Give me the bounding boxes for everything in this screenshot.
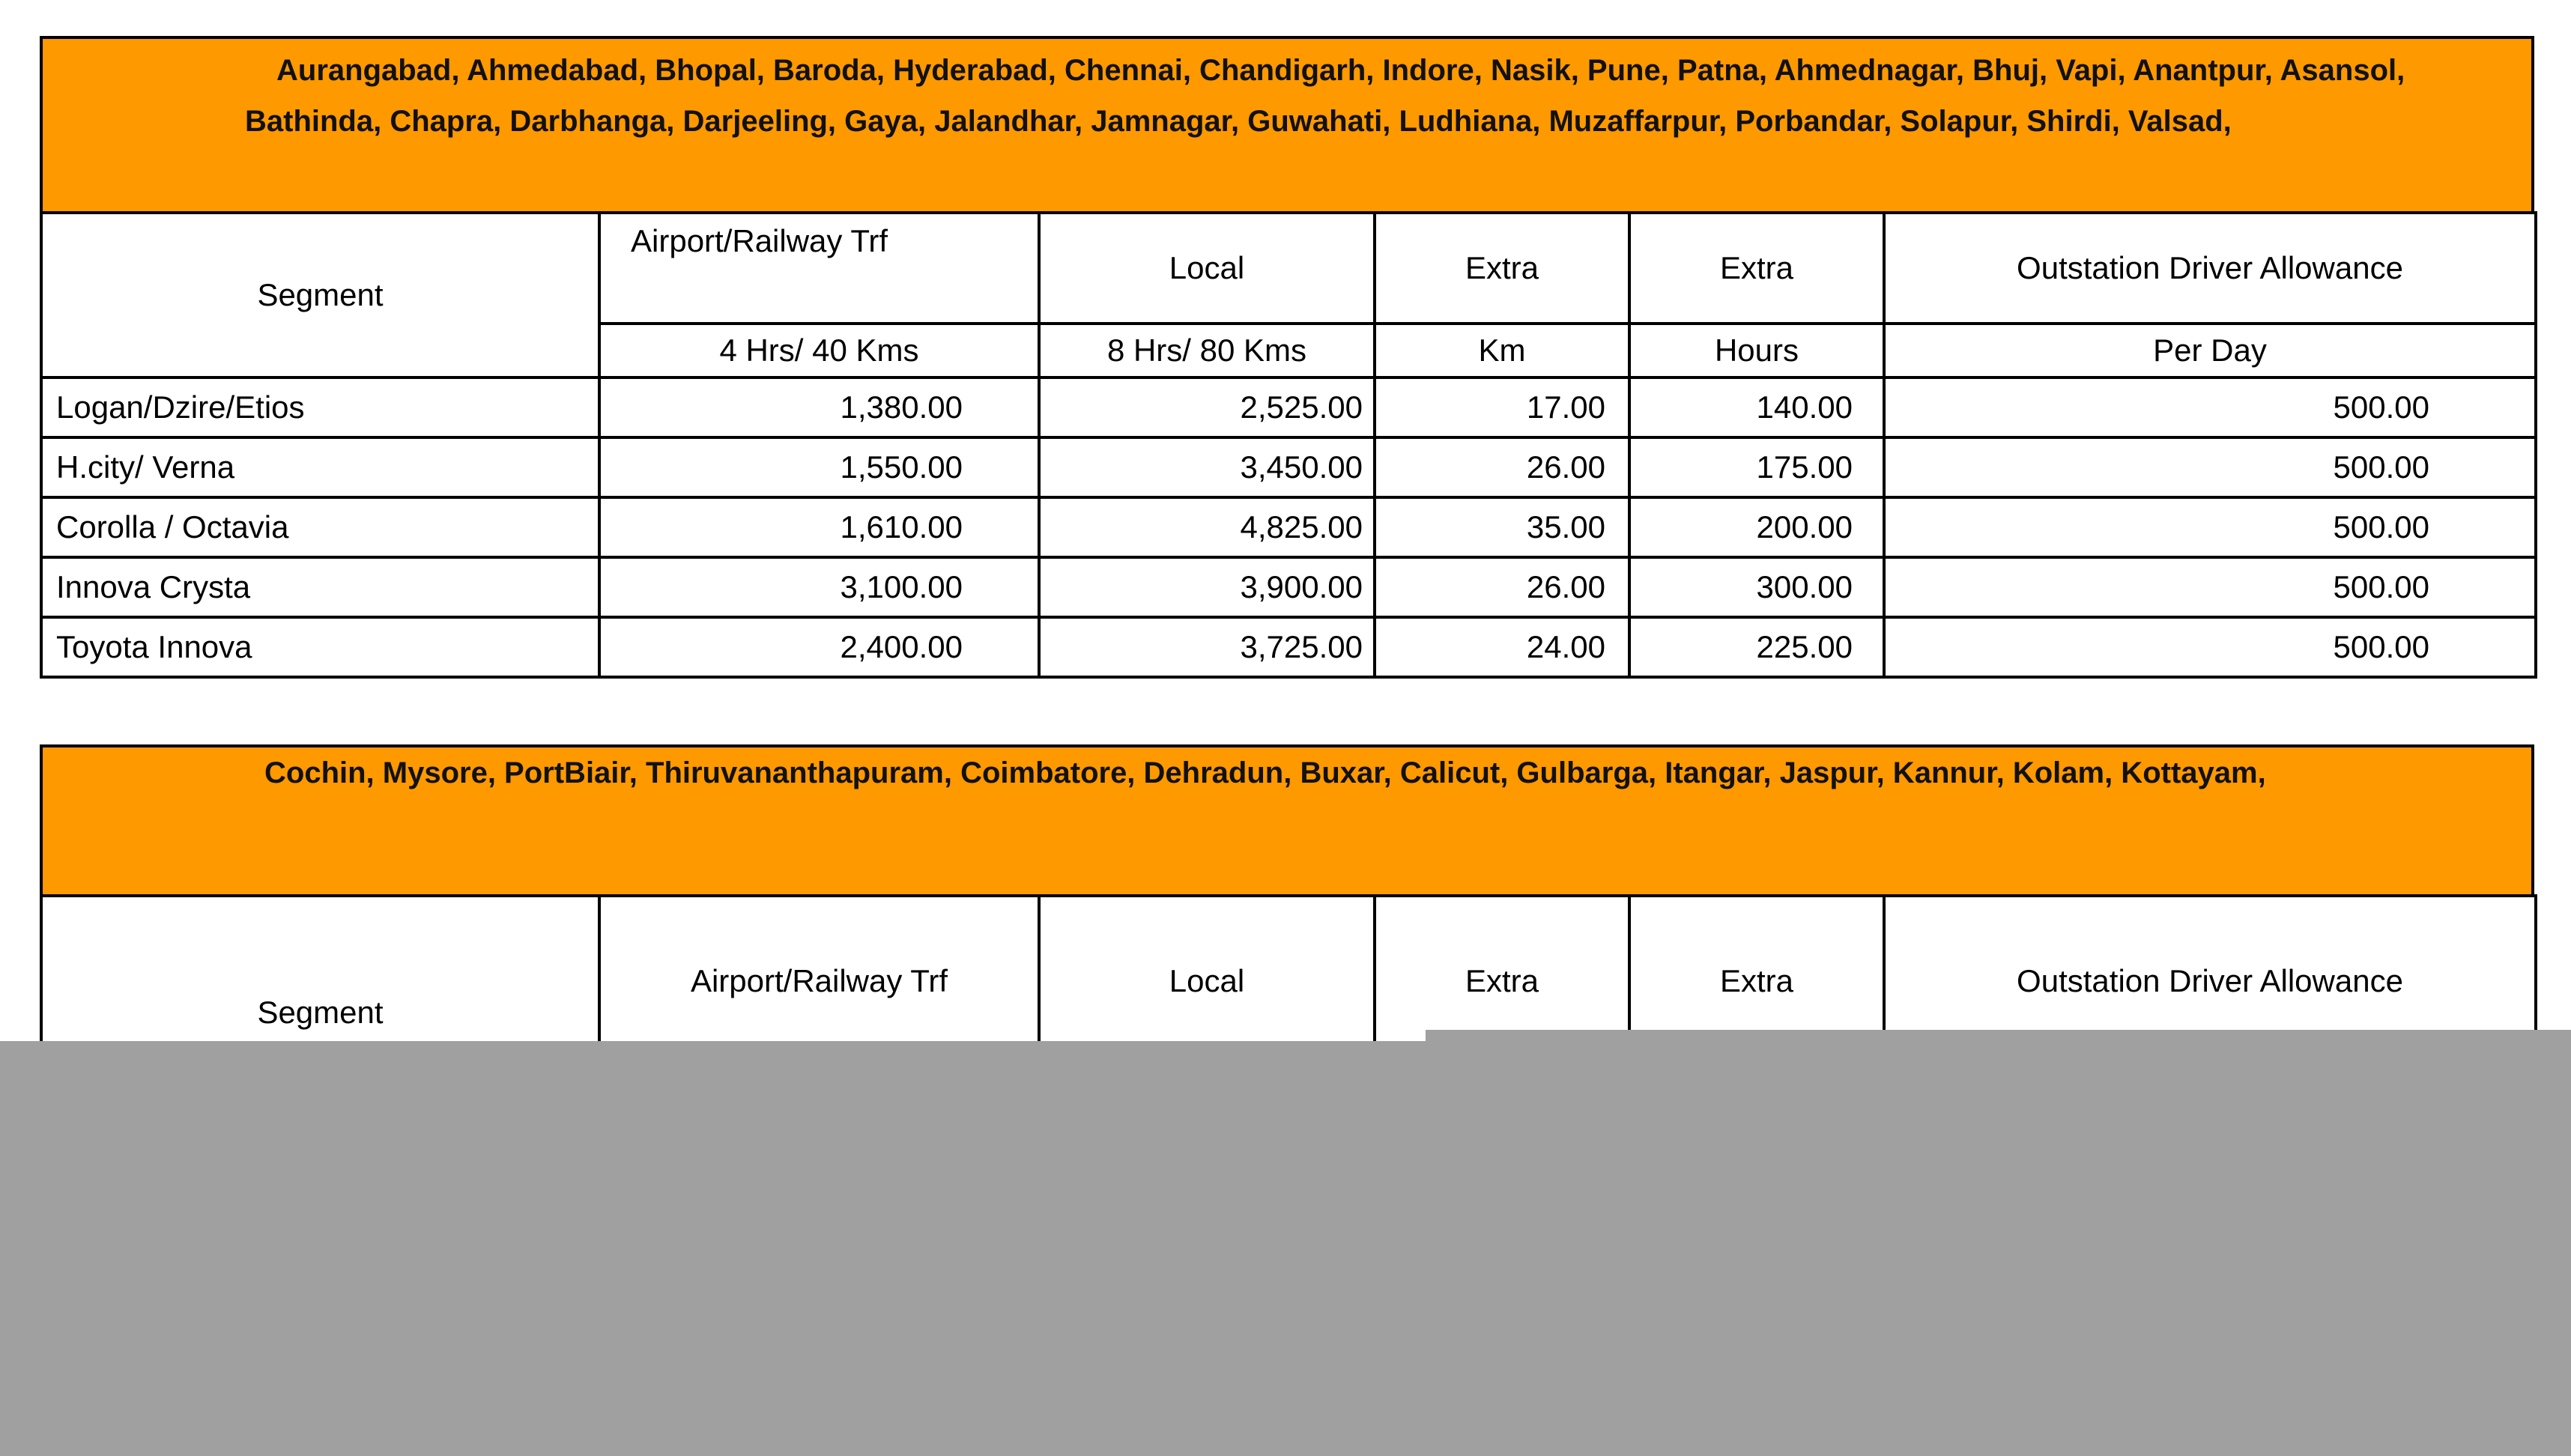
table-row (41, 377, 2536, 437)
cell-airport: 3,100.00 (599, 557, 1039, 617)
subheader-airport: 4 Hrs/ 40 Kms (599, 324, 1039, 377)
cell-local: 2,525.00 (1039, 377, 1375, 437)
city-list-banner-1 (40, 36, 2534, 214)
cell-airport: 1,380.00 (599, 377, 1039, 437)
cell-km: 24.00 (1375, 617, 1629, 677)
subheader-extra-hours: Hours (1629, 324, 1884, 377)
header-extra-km: Extra (1375, 896, 1629, 1091)
cell-allowance: 500.00 (1884, 437, 2536, 497)
cell-segment: Logan/Dzire/Etios (41, 377, 599, 437)
header-extra-hours: Extra (1629, 896, 1884, 1091)
cell-allowance: 500.00 (1884, 617, 2536, 677)
cell-segment: Corolla / Octavia (41, 497, 599, 557)
header-extra-km: Extra (1375, 213, 1629, 324)
header-airport: Airport/Railway Trf (599, 896, 1039, 1091)
city-list-line-2: Bathinda, Chapra, Darbhanga, Darjeeling, Gaya, Jalandhar, Jamnagar, Guwahati, Ludhiana, Muzaffarpur, Porbandar, Solapur, Shirdi, Valsad, (245, 105, 2232, 138)
cell-local: 3,725.00 (1039, 617, 1375, 677)
cell-km: 35.00 (1375, 497, 1629, 557)
city-list-banner-2 (40, 744, 2534, 897)
cell-local: 4,825.00 (1039, 497, 1375, 557)
cell-km: 26.00 (1375, 557, 1629, 617)
cell-hours: 175.00 (1629, 437, 1884, 497)
header-outstation: Outstation Driver Allowance (1884, 896, 2536, 1091)
table-row (41, 557, 2536, 617)
header-extra-hours: Extra (1629, 213, 1884, 324)
subheader-outstation: Per Day (1884, 324, 2536, 377)
cell-segment: Innova Crysta (41, 557, 599, 617)
header-local: Local (1039, 213, 1375, 324)
cell-airport: 2,400.00 (599, 617, 1039, 677)
subheader-local: 8 Hrs/ 80 Kms (1039, 324, 1375, 377)
cell-allowance: 500.00 (1884, 557, 2536, 617)
cell-hours: 300.00 (1629, 557, 1884, 617)
header-local: Local (1039, 896, 1375, 1091)
cell-hours: 200.00 (1629, 497, 1884, 557)
table-row (41, 497, 2536, 557)
rate-table-1 (40, 211, 2537, 679)
cell-local: 3,450.00 (1039, 437, 1375, 497)
cell-allowance: 500.00 (1884, 497, 2536, 557)
overlay-block (0, 1041, 2571, 1456)
cell-segment: Toyota Innova (41, 617, 599, 677)
cell-hours: 225.00 (1629, 617, 1884, 677)
subheader-extra-km: Km (1375, 324, 1629, 377)
header-outstation: Outstation Driver Allowance (1884, 213, 2536, 324)
table-row (41, 437, 2536, 497)
cell-allowance: 500.00 (1884, 377, 2536, 437)
cell-hours: 140.00 (1629, 377, 1884, 437)
cell-km: 26.00 (1375, 437, 1629, 497)
table-row (41, 617, 2536, 677)
header-segment: Segment (41, 896, 599, 1091)
city-list-line-1: Cochin, Mysore, PortBiair, Thiruvananthapuram, Coimbatore, Dehradun, Buxar, Calicut, Gulbarga, Itangar, Jaspur, Kannur, Kolam, Kottayam, (264, 756, 2266, 789)
header-segment: Segment (41, 213, 599, 377)
cell-airport: 1,610.00 (599, 497, 1039, 557)
cell-local: 3,900.00 (1039, 557, 1375, 617)
city-list-line-1: Aurangabad, Ahmedabad, Bhopal, Baroda, Hyderabad, Chennai, Chandigarh, Indore, Nasik, Pune, Patna, Ahmednagar, Bhuj, Vapi, Anantpur, Asansol, (276, 54, 2405, 87)
header-airport: Airport/Railway Trf (599, 213, 1039, 324)
cell-km: 17.00 (1375, 377, 1629, 437)
cell-segment: H.city/ Verna (41, 437, 599, 497)
cell-airport: 1,550.00 (599, 437, 1039, 497)
table-header-row (41, 213, 2536, 324)
